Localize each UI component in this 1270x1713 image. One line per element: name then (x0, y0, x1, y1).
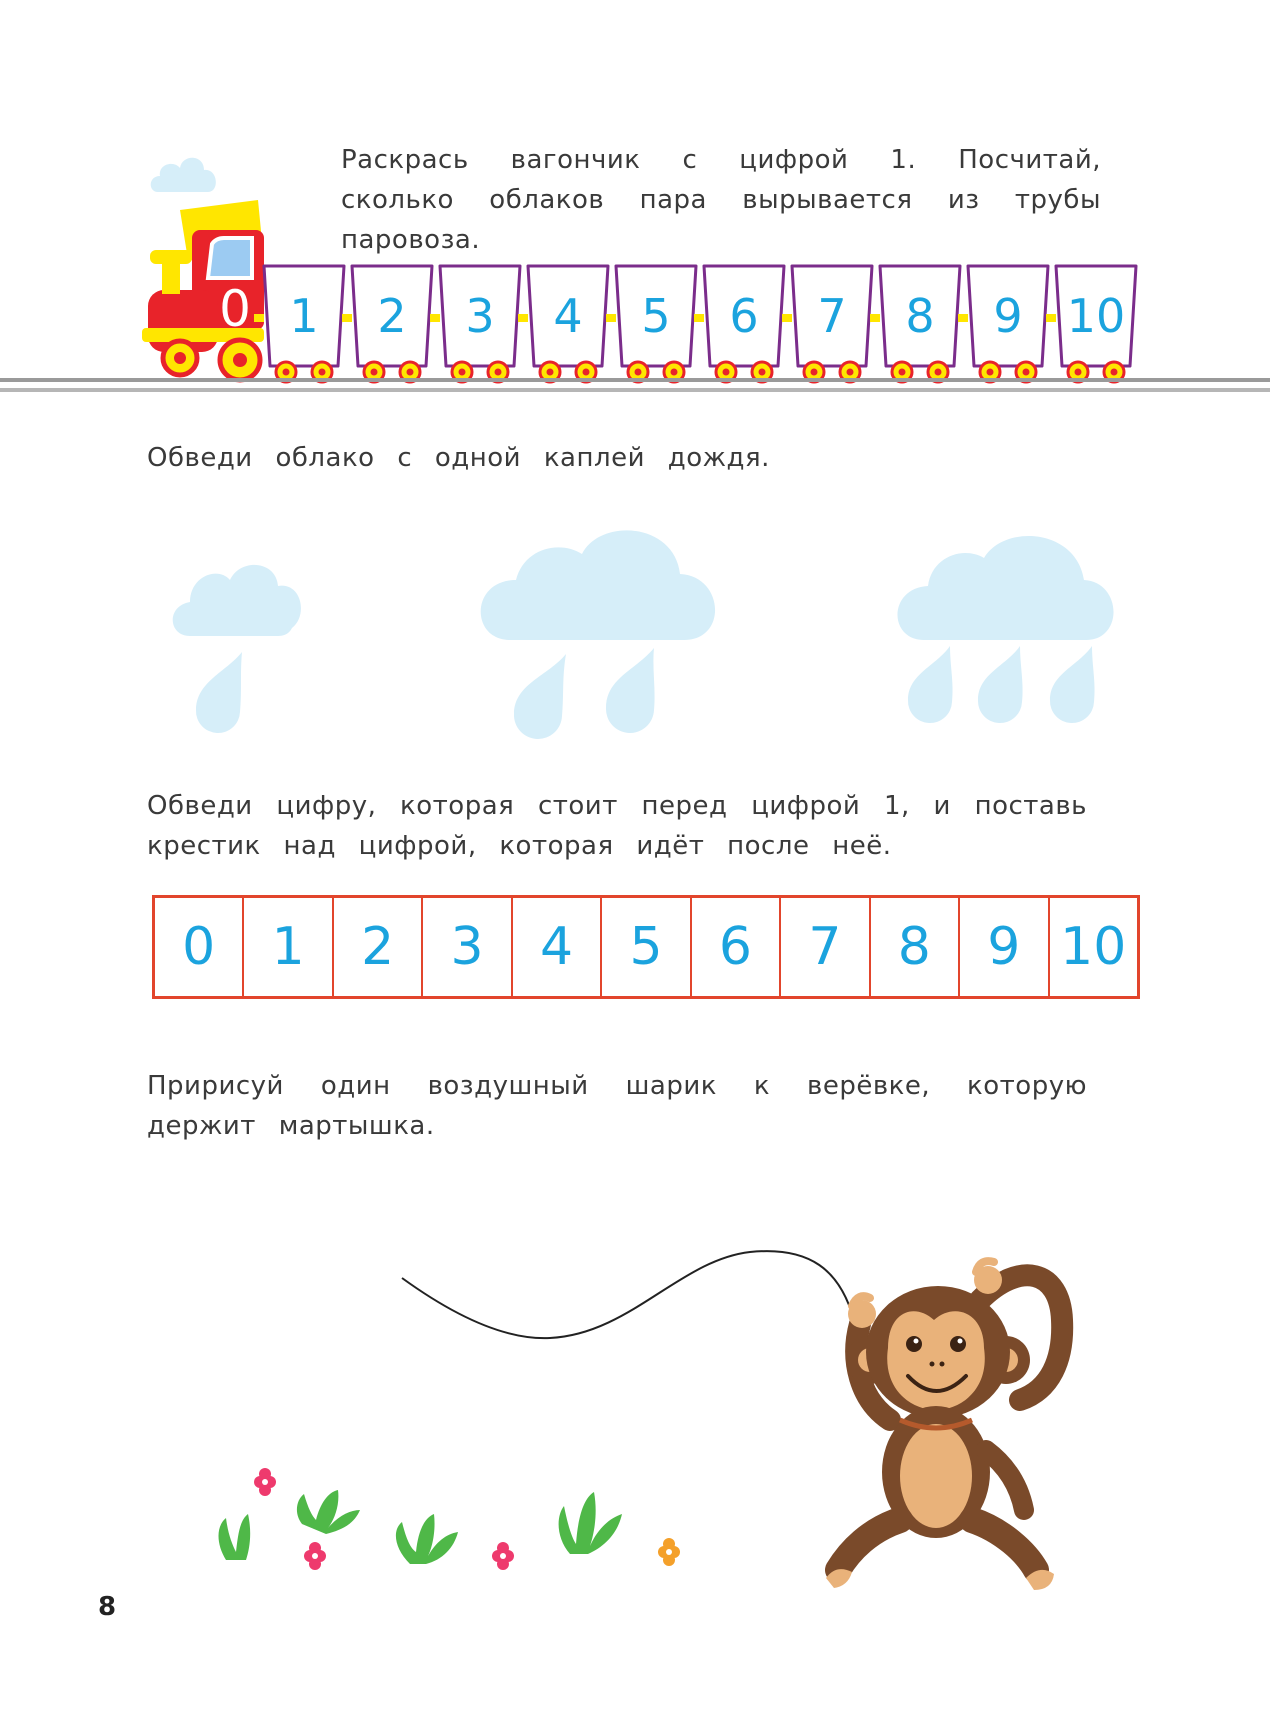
number-cell-9[interactable]: 9 (960, 898, 1049, 996)
wagon-number: 8 (905, 289, 935, 343)
wagon-8[interactable] (870, 266, 960, 382)
wagon-number: 9 (993, 289, 1023, 343)
number-cell-2[interactable]: 2 (334, 898, 423, 996)
wagon-wheel-hub (935, 369, 942, 376)
wagon-wheel-hub (671, 369, 678, 376)
cloud-two-drops[interactable] (470, 518, 724, 728)
monkey-illustration (830, 1240, 1090, 1610)
task-numbers-instruction: Обведи цифру, которая стоит перед цифрой 1, и поставь крестик над цифрой, которая идёт после неё. (147, 791, 1087, 861)
number-cell-1[interactable]: 1 (244, 898, 333, 996)
task-balloon-instruction: Пририсуй один воздушный шарик к верёвке, которую держит мартышка. (147, 1071, 1087, 1141)
wagon-wheel-hub (547, 369, 554, 376)
wagon-coupler (870, 314, 880, 322)
wagon-wheel-hub (459, 369, 466, 376)
wagon-6[interactable] (694, 266, 784, 382)
wagon-coupler (518, 314, 528, 322)
wagon-wheel-hub (635, 369, 642, 376)
wagon-coupler (430, 314, 440, 322)
wagon-coupler (254, 314, 264, 322)
cloud-three-drops[interactable] (888, 528, 1122, 728)
number-cell-10[interactable]: 10 (1060, 917, 1127, 977)
wagon-wheel-hub (319, 369, 326, 376)
wagon-4[interactable] (518, 266, 608, 382)
wagon-1[interactable] (254, 266, 344, 382)
wagon-coupler (606, 314, 616, 322)
wagon-number: 5 (641, 289, 671, 343)
wagon-wheel-hub (495, 369, 502, 376)
wagon-number: 6 (729, 289, 759, 343)
wagon-wheel-hub (1075, 369, 1082, 376)
number-cell-3[interactable]: 3 (423, 898, 512, 996)
wagon-number: 1 (289, 289, 319, 343)
wagon-wheel-hub (1023, 369, 1030, 376)
wagon-wheel-hub (283, 369, 290, 376)
number-cell-8[interactable]: 8 (871, 898, 960, 996)
grass-and-flowers (210, 1460, 690, 1570)
wagon-wheel-hub (759, 369, 766, 376)
wagon-10[interactable] (1046, 266, 1136, 382)
task-train-instruction: Раскрась вагончик с цифрой 1. Посчитай, сколько облаков пара вырывается из трубы паровоза. (341, 145, 1101, 255)
number-cell-4[interactable]: 4 (513, 898, 602, 996)
wagon-wheel-hub (811, 369, 818, 376)
number-cell-0[interactable]: 0 (155, 898, 244, 996)
wagon-3[interactable] (430, 266, 520, 382)
wagon-9[interactable] (958, 266, 1048, 382)
wagon-wheel-hub (987, 369, 994, 376)
number-line-grid (152, 895, 1140, 999)
wagon-number: 2 (377, 289, 407, 343)
wagon-coupler (1046, 314, 1056, 322)
wagon-coupler (782, 314, 792, 322)
wagon-5[interactable] (606, 266, 696, 382)
wagon-wheel-hub (407, 369, 414, 376)
svg-text:0: 0 (219, 280, 251, 338)
wagon-number: 3 (465, 289, 495, 343)
number-cell-6[interactable]: 6 (692, 898, 781, 996)
wagon-coupler (694, 314, 704, 322)
wagon-wheel-hub (583, 369, 590, 376)
train-wagons (0, 0, 1270, 400)
rail-track (0, 378, 1270, 382)
wagon-wheel-hub (371, 369, 378, 376)
cloud-one-drop[interactable] (168, 556, 308, 726)
rail-track-lower (0, 388, 1270, 392)
balloon-string[interactable] (400, 1240, 870, 1360)
number-cell-7[interactable]: 7 (781, 898, 870, 996)
wagon-number: 10 (1066, 289, 1126, 343)
wagon-coupler (342, 314, 352, 322)
wagon-wheel-hub (899, 369, 906, 376)
wagon-coupler (958, 314, 968, 322)
page-number: 8 (98, 1592, 117, 1622)
wagon-number: 7 (817, 289, 847, 343)
number-cell-5[interactable]: 5 (602, 898, 691, 996)
wagon-number: 4 (553, 289, 583, 343)
wagon-wheel-hub (1111, 369, 1118, 376)
wagon-7[interactable] (782, 266, 872, 382)
task-clouds-instruction: Обведи облако с одной каплей дождя. (147, 443, 770, 473)
wagon-wheel-hub (723, 369, 730, 376)
wagon-2[interactable] (342, 266, 432, 382)
wagon-wheel-hub (847, 369, 854, 376)
